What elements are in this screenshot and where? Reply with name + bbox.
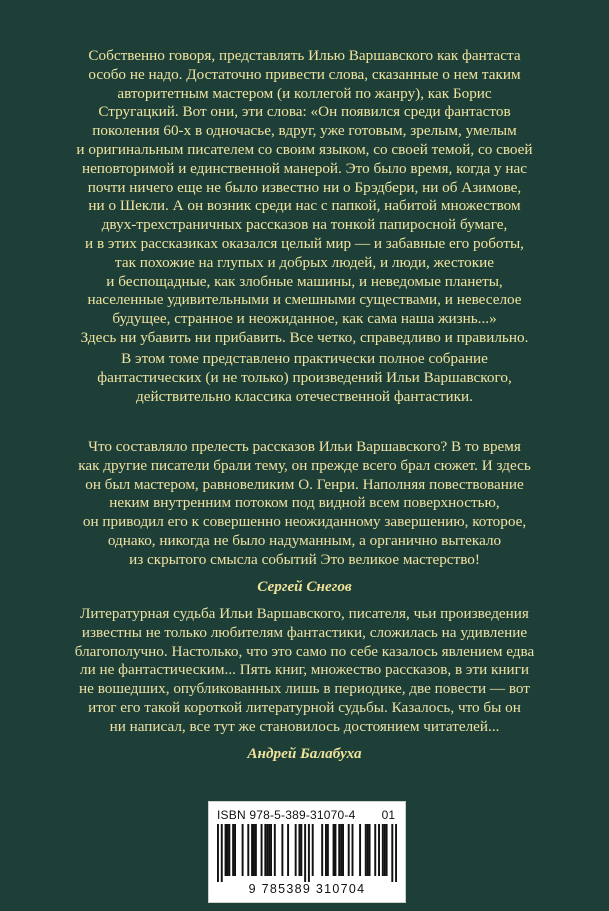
text-line: из скрытого смысла событий Это великое мастерство! [129, 550, 480, 568]
barcode-bar [228, 824, 230, 876]
barcode-bars [217, 824, 397, 882]
text-line: ни о Шекли. А он возник среди нас с папкой, набитой множеством [88, 197, 521, 215]
barcode-bar [338, 824, 340, 876]
text-line: однако, никогда не было надуманным, а органично вытекало [107, 531, 502, 549]
text-line: ли не фантастическим... Пять книг, множество рассказов, в эти книги [79, 661, 530, 679]
quote-author: Андрей Балабуха [247, 744, 362, 762]
barcode-bar [264, 824, 266, 876]
barcode-bar [340, 824, 342, 876]
text-line: благополучно. Настолько, что это само по себе казалось явлением едва [74, 642, 535, 660]
text-line: неповторимой и единственной манерой. Это было время, когда у нас [81, 159, 528, 177]
text-line: ни написал, все тут же становилось достоянием читателей... [109, 717, 500, 735]
text-line: он был мастером, равновеликим О. Генри. Наполняя повествование [85, 475, 524, 493]
barcode-bar [287, 824, 289, 876]
barcode-bar [365, 824, 367, 876]
intro-paragraph [60, 47, 549, 348]
text-line: населенные удивительными и смешными существами, и невеселое [87, 291, 522, 309]
barcode-bar [266, 824, 268, 876]
barcode-digits: 9 785389 310704 [248, 882, 366, 896]
quote-author: Сергей Снегов [257, 577, 352, 595]
barcode-bar [232, 824, 234, 876]
quote-balabukha [60, 605, 549, 763]
barcode-bar [308, 824, 310, 882]
addon-code: 01 [381, 808, 395, 822]
barcode-bar [225, 824, 227, 876]
barcode-bar [268, 824, 270, 876]
text-line: действительно классика отечественной фантастики. [136, 387, 473, 405]
text-line: Стругацкий. Вот они, эти слова: «Он появился среди фантастов [98, 103, 511, 121]
barcode-bar [367, 824, 369, 876]
text-line: так похожие на глупых и добрых людей, и люди, жестокие [115, 253, 494, 271]
barcode-bar [348, 824, 350, 876]
text-line: и в этих рассказиках оказался целый мир — и забавные его роботы, [85, 234, 524, 252]
barcode-bar [234, 824, 236, 876]
quote-snegov [60, 438, 549, 596]
text-line: Литературная судьба Ильи Варшавского, писателя, чьи произведения [80, 605, 529, 622]
isbn-label: ISBN 978-5-389-31070-4 [217, 808, 356, 822]
barcode-bar [312, 824, 314, 876]
barcode-bar [274, 824, 276, 876]
text-line: неким внутренним потоком под видной всем поверхностью, [109, 494, 500, 512]
barcode-bar [253, 824, 255, 876]
volume-paragraph [60, 350, 549, 406]
barcode-bar [270, 824, 272, 876]
barcode-bar [255, 824, 257, 876]
text-line: двух-трехстраничных рассказов на тонкой папиросной бумаге, [101, 216, 508, 234]
barcode-bar [298, 824, 300, 876]
text-line: Собственно говоря, представлять Илью Варшавского как фантаста [88, 47, 521, 64]
barcode-bar [226, 824, 228, 876]
text-line: он приводил его к совершенно неожиданному завершению, которое, [82, 513, 527, 531]
text-line: известны не только любителям фантастики, сложилась на удивление [81, 623, 528, 641]
text-line: Что составляло прелесть рассказов Ильи Варшавского? В то время [88, 438, 521, 455]
barcode-bar [327, 824, 329, 876]
barcode-bar [384, 824, 386, 876]
text-line: поколения 60-х в одночасье, вдруг, уже готовым, зрелым, умелым [92, 122, 517, 140]
barcode-bar [342, 824, 344, 876]
barcode-bar [352, 824, 354, 876]
barcode-bar [359, 824, 361, 876]
text-line: почти ничего еще не было известно ни о Брэдбери, ни об Азимове, [87, 178, 522, 196]
text-line: Здесь ни убавить ни прибавить. Все четко, справедливо и правильно. [80, 328, 529, 346]
barcode-bar [386, 824, 388, 876]
barcode-bar [281, 824, 283, 876]
text-line: В этом томе представлено практически полное собрание [121, 350, 488, 367]
barcode-bar [382, 824, 384, 876]
barcode-bar [374, 824, 376, 876]
barcode-bar [378, 824, 380, 876]
barcode-bar [334, 824, 336, 876]
text-line: как другие писатели брали тему, он прежде всего брал сюжет. И здесь [78, 456, 531, 474]
barcode-bar [295, 824, 297, 876]
barcode-bar [325, 824, 327, 876]
barcode-bar [369, 824, 371, 876]
barcode-bar [251, 824, 253, 876]
text-line: авторитетным мастером (и коллегой по жанру), как Борис [117, 84, 492, 102]
text-line: особо не надо. Достаточно привести слова, сказанные о нем таким [88, 65, 521, 83]
barcode-bar [261, 824, 263, 876]
barcode-bar [247, 824, 249, 876]
text-line: и оригинальным писателем со своим языком, со своей темой, со своей [76, 140, 533, 158]
barcode-bar [304, 824, 306, 882]
barcode-bar [300, 824, 302, 876]
text-line: итог его такой короткой литературной судьбы. Казалось, что бы он [88, 698, 521, 716]
barcode-bar [395, 824, 397, 882]
isbn-barcode [208, 801, 406, 903]
text-line: фантастических (и не только) произведений Ильи Варшавского, [97, 368, 512, 386]
barcode-bar [242, 824, 244, 876]
barcode-bar [391, 824, 393, 882]
text-line: не вошедших, опубликованных лишь в периодике, две повести — вот [79, 680, 530, 698]
barcode-bar [221, 824, 223, 882]
text-line: будущее, странное и неожиданное, как сама наша жизнь...» [112, 310, 497, 328]
barcode-bar [333, 824, 335, 876]
text-line: и беспощадные, как злобные машины, и неведомые планеты, [106, 272, 503, 290]
barcode-bar [321, 824, 323, 876]
barcode-bar [217, 824, 219, 882]
